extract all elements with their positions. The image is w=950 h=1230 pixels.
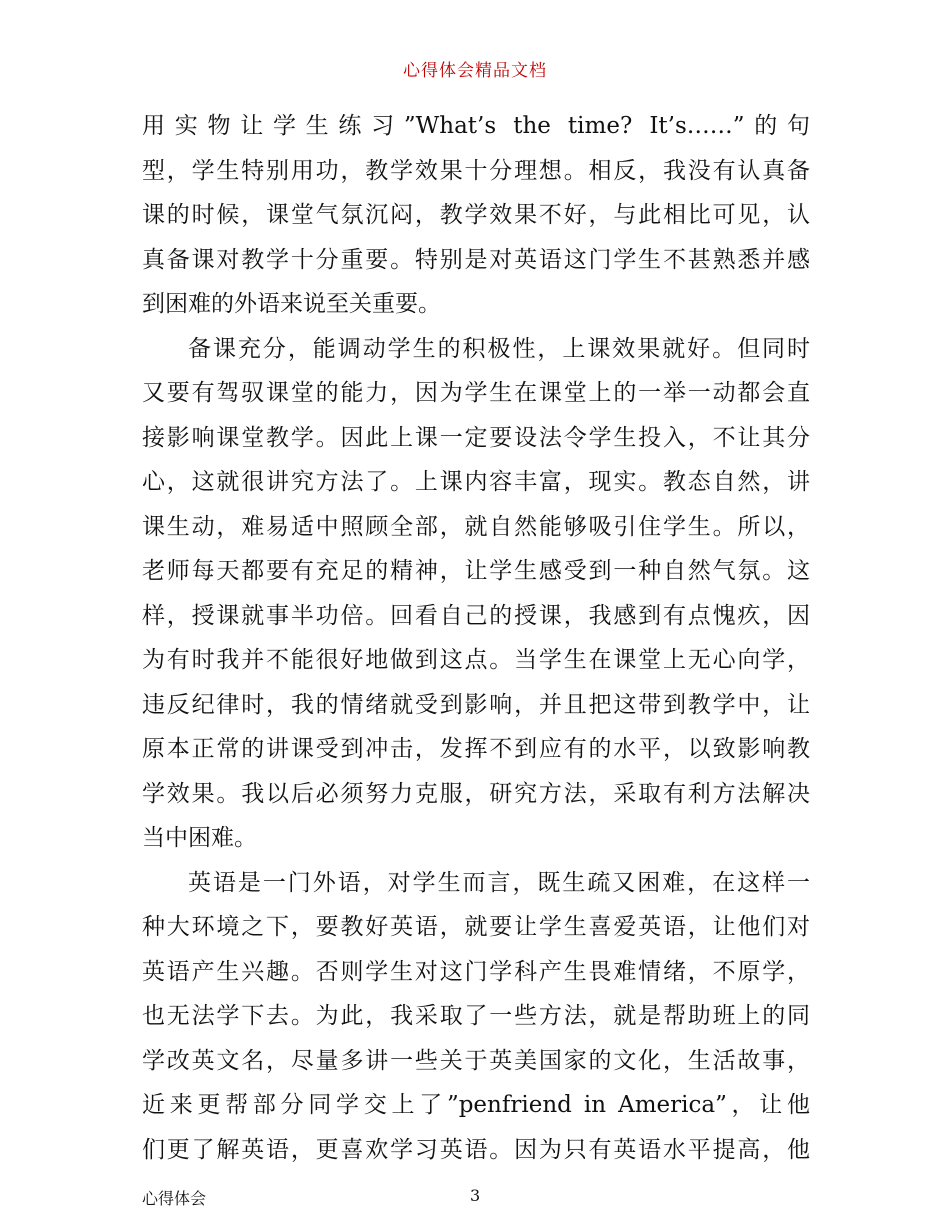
text-line: 违反纪律时，我的情绪就受到影响，并且把这带到教学中，让 xyxy=(142,691,810,718)
text-line: 课的时候，课堂气氛沉闷，教学效果不好，与此相比可见，认 xyxy=(142,202,810,228)
text-line: 也无法学下去。为此，我采取了一些方法，就是帮助班上的同 xyxy=(142,1003,810,1029)
page-header-title: 心得体会精品文档 xyxy=(403,61,547,81)
page-number: 3 xyxy=(470,1186,481,1205)
text-line: 近来更帮部分同学交上了”penfriend in America”，让他 xyxy=(142,1092,810,1118)
text-line: 心，这就很讲究方法了。上课内容丰富，现实。教态自然，讲 xyxy=(142,469,810,495)
text-line: 样，授课就事半功倍。回看自己的授课，我感到有点愧疚，因 xyxy=(142,602,810,629)
text-line: 原本正常的讲课受到冲击，发挥不到应有的水平，以致影响教 xyxy=(142,736,810,762)
text-line: 型，学生特别用功，教学效果十分理想。相反，我没有认真备 xyxy=(142,157,810,184)
document-body xyxy=(142,104,810,1172)
text-line: 老师每天都要有充足的精神，让学生感受到一种自然气氛。这 xyxy=(142,558,810,584)
text-line: 到困难的外语来说至关重要。 xyxy=(142,291,441,317)
text-line: 接影响课堂教学。因此上课一定要设法令学生投入，不让其分 xyxy=(142,424,810,451)
text-line: 学效果。我以后必须努力克服，研究方法，采取有利方法解决 xyxy=(142,780,810,807)
text-line: 又要有驾驭课堂的能力，因为学生在课堂上的一举一动都会直 xyxy=(142,380,810,406)
text-line: 课生动，难易适中照顾全部，就自然能够吸引住学生。所以， xyxy=(142,513,810,540)
text-line: 为有时我并不能很好地做到这点。当学生在课堂上无心向学， xyxy=(142,647,810,673)
footer-label: 心得体会 xyxy=(142,1189,207,1208)
text-line: 用实物让学生练习”What’s the time? It’s……”的句 xyxy=(142,113,810,139)
text-line: 种大环境之下，要教好英语，就要让学生喜爱英语，让他们对 xyxy=(142,914,810,940)
text-line: 们更了解英语，更喜欢学习英语。因为只有英语水平提高，他 xyxy=(142,1136,810,1163)
text-line: 英语产生兴趣。否则学生对这门学科产生畏难情绪，不原学， xyxy=(142,958,810,985)
text-line: 学改英文名，尽量多讲一些关于英美国家的文化，生活故事， xyxy=(142,1047,810,1074)
text-line: 真备课对教学十分重要。特别是对英语这门学生不甚熟悉并感 xyxy=(142,246,810,273)
text-line: 当中困难。 xyxy=(142,825,257,851)
text-line: 英语是一门外语，对学生而言，既生疏又困难，在这样一 xyxy=(188,869,810,896)
text-line: 备课充分，能调动学生的积极性，上课效果就好。但同时 xyxy=(188,335,810,362)
